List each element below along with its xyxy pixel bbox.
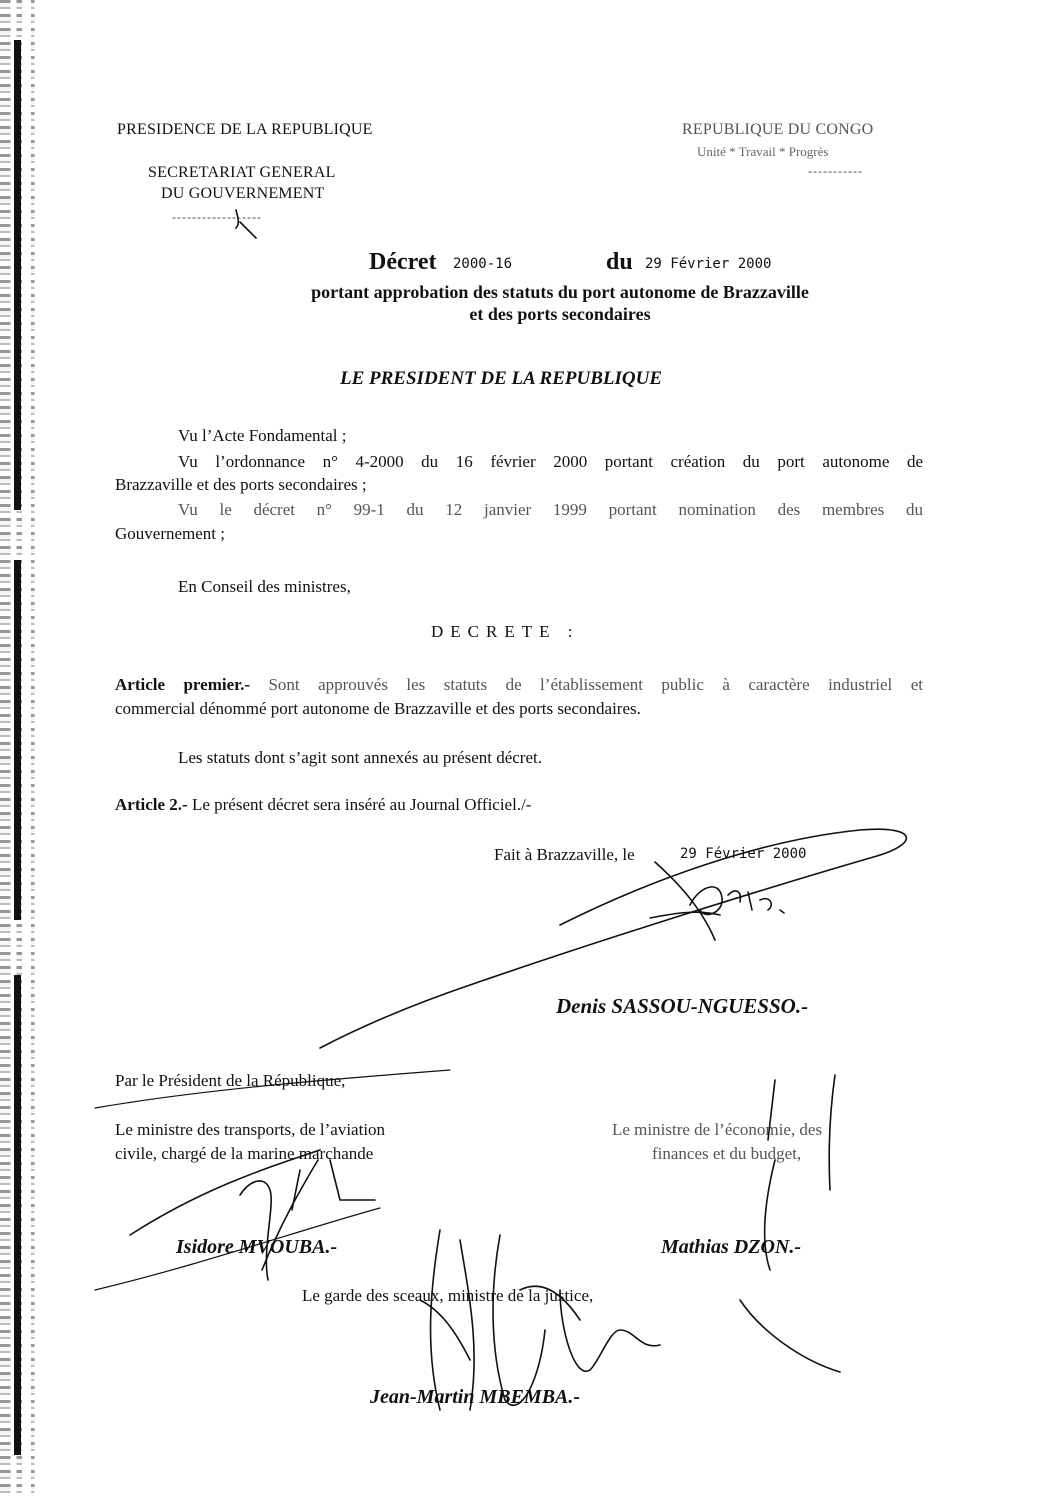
president-signature-stroke <box>650 912 720 918</box>
national-motto: Unité * Travail * Progrès <box>697 144 829 159</box>
justice-signature-stroke <box>420 1300 470 1360</box>
minister-transport-title-line2: civile, chargé de la marine marchande <box>115 1144 374 1163</box>
header-left-separator: ------------------ <box>172 210 262 224</box>
decree-subtitle-line1: portant approbation des statuts du port autonome de Brazzaville <box>311 282 809 302</box>
scan-edge-artifact <box>0 0 52 1497</box>
minister-economy-title-line2: finances et du budget, <box>652 1144 802 1163</box>
article-2-label: Article 2.- <box>115 795 188 814</box>
minister-economy-name: Mathias DZON.- <box>661 1236 802 1258</box>
president-signature-paraph <box>690 887 784 915</box>
visa-acte-fondamental: Vu l’Acte Fondamental ; <box>178 426 347 445</box>
presidency-label: PRESIDENCE DE LA REPUBLIQUE <box>117 121 373 138</box>
header-right-separator: ----------- <box>808 164 863 178</box>
decrete-heading: DECRETE : <box>431 622 580 641</box>
decree-date: 29 Février 2000 <box>645 256 772 272</box>
visa-ordonnance-line1: Vu l’ordonnance n° 4-2000 du 16 février 2000 portant création du port autonome de <box>178 452 923 471</box>
article-1-line1 <box>115 672 923 698</box>
visa-ordonnance-line2: Brazzaville et des ports secondaires ; <box>115 475 367 494</box>
decree-number: 2000-16 <box>453 256 513 272</box>
decree-word: Décret <box>369 249 437 275</box>
justice-signature-stroke <box>431 1230 660 1410</box>
president-name: Denis SASSOU-NGUESSO.- <box>556 994 809 1018</box>
article-2 <box>115 792 531 818</box>
article-2-text: Le présent décret sera inséré au Journal Officiel./- <box>187 795 532 814</box>
government-label: DU GOUVERNEMENT <box>161 185 325 202</box>
minister-transport-title-line1: Le ministre des transports, de l’aviation <box>115 1120 386 1139</box>
scan-bar-artifact <box>14 975 21 1455</box>
signature-date: 29 Février 2000 <box>680 846 807 862</box>
minister-transport-name: Isidore MVOUBA.- <box>176 1236 338 1258</box>
secretariat-label: SECRETARIAT GENERAL <box>148 164 336 181</box>
president-signature-stroke <box>655 862 715 940</box>
article-1-text: Sont approuvés les statuts de l’établissement public à caractère industriel et <box>250 675 923 694</box>
article-1-label: Article premier.- <box>115 675 251 694</box>
place-of-signature: Fait à Brazzaville, le <box>494 845 635 864</box>
par-le-president: Par le Président de la République, <box>115 1071 346 1090</box>
article-1-paragraph-2: Les statuts dont s’agit sont annexés au présent décret. <box>178 748 542 767</box>
president-heading: LE PRESIDENT DE LA REPUBLIQUE <box>340 368 662 389</box>
visa-decret-line2: Gouvernement ; <box>115 524 225 543</box>
decree-subtitle-line2: et des ports secondaires <box>469 304 651 324</box>
country-label: REPUBLIQUE DU CONGO <box>682 121 874 138</box>
transport-signature-stroke <box>130 1150 375 1280</box>
conseil-des-ministres: En Conseil des ministres, <box>178 577 351 596</box>
minister-justice-name: Jean-Martin MBEMBA.- <box>370 1386 581 1408</box>
visa-decret-line1: Vu le décret n° 99-1 du 12 janvier 1999 portant nomination des membres du <box>178 500 923 519</box>
scan-bar-artifact <box>14 40 21 510</box>
minister-justice-title: Le garde des sceaux, ministre de la justice, <box>302 1286 594 1305</box>
decree-du: du <box>606 249 633 275</box>
minister-economy-title-line1: Le ministre de l’économie, des <box>612 1120 823 1139</box>
article-1-line2: commercial dénommé port autonome de Brazzaville et des ports secondaires. <box>115 699 641 718</box>
scan-bar-artifact <box>14 560 21 920</box>
